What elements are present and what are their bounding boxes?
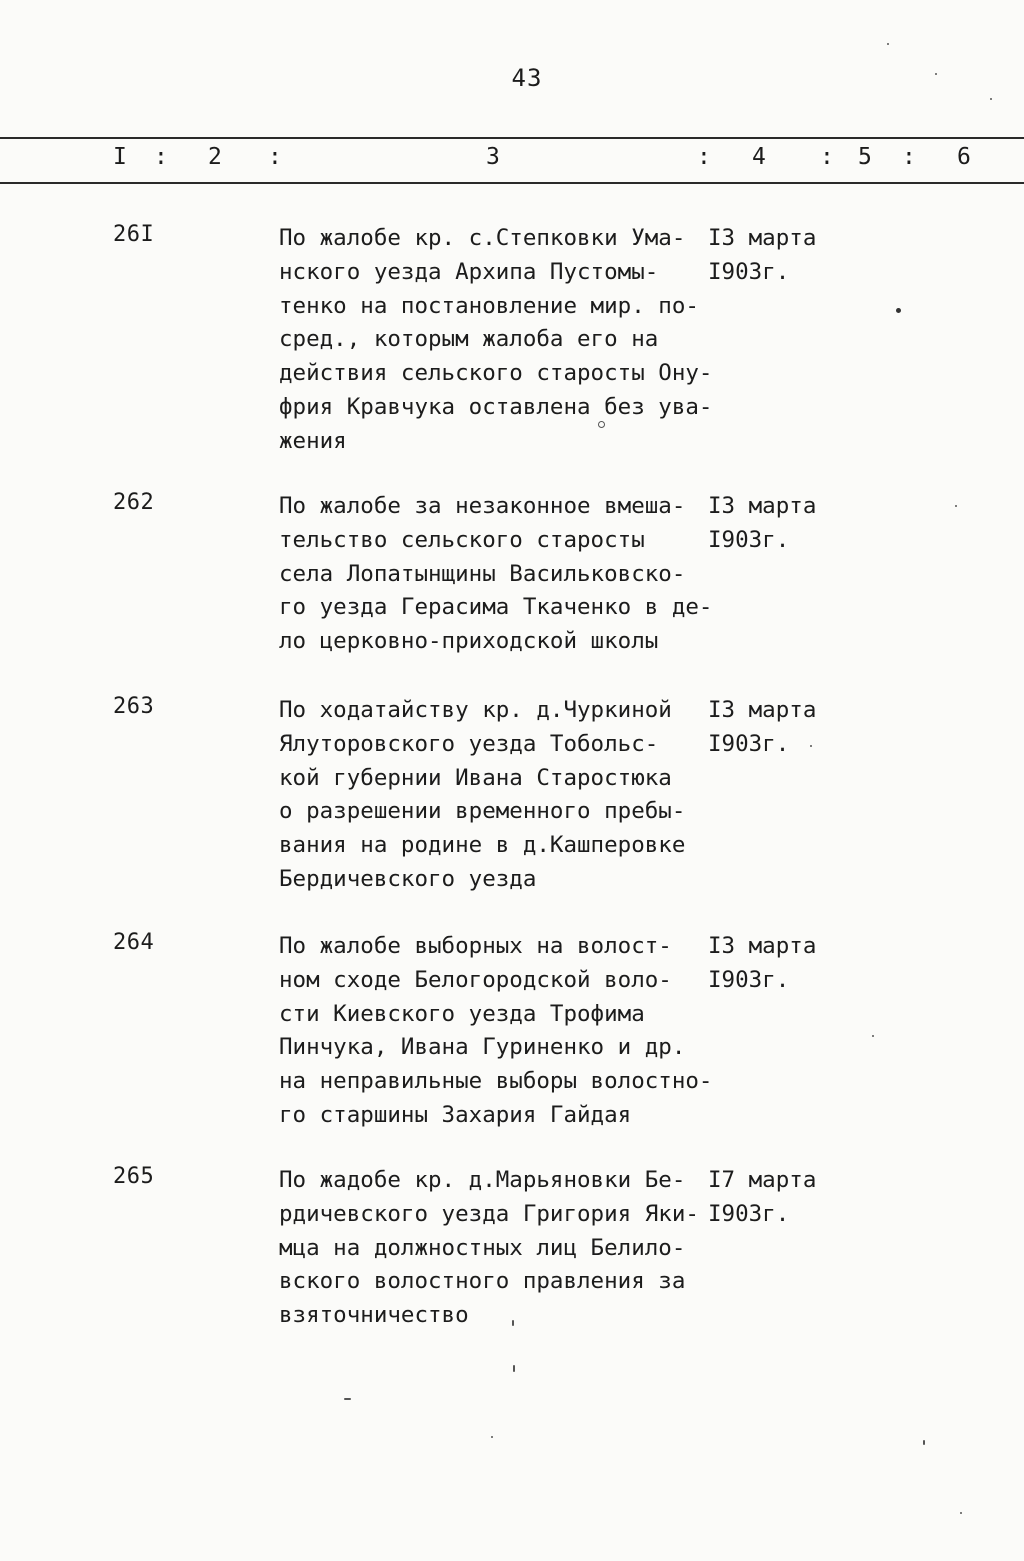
column-header-row: [0, 144, 1024, 174]
paper-speck: [491, 1436, 493, 1438]
entry-date: I3 марта I903г.: [708, 225, 817, 285]
entry-number: 264: [113, 930, 155, 955]
column-separator: :: [902, 144, 916, 170]
header-rule-top: [0, 137, 1024, 139]
paper-speck: [935, 73, 937, 75]
entry-description: По ходатайству кр. д.Чуркиной Ялуторовского уезда Тобольс- кой губернии Ивана Старостюка о разрешении временного пребы- вания на родине в д.Кашперовке Бердичевского уезда: [279, 697, 686, 892]
paper-speck: [810, 745, 812, 747]
column-header-4: 4: [752, 144, 766, 170]
paper-speck: [960, 1512, 962, 1514]
entry-number: 263: [113, 694, 155, 719]
entry-number: 265: [113, 1164, 155, 1189]
column-header-6: 6: [957, 144, 971, 170]
column-separator: :: [268, 144, 282, 170]
header-rule-bottom: [0, 182, 1024, 184]
paper-speck: [923, 1440, 925, 1445]
paper-speck: [955, 505, 957, 507]
paper-speck: [344, 1398, 351, 1400]
entry-description: По жалобе кр. с.Степковки Ума- нского уезда Архипа Пустомы- тенко на постановление мир. по- сред., которым жалоба его на действия сельского старосты Ону- фрия Кравчука оставлена без ува- жения: [279, 225, 713, 454]
column-header-1: I: [113, 144, 127, 170]
entry-number: 26I: [113, 222, 155, 247]
paper-speck: [896, 308, 901, 313]
paper-speck: [512, 1320, 514, 1326]
entry-date: I3 марта I903г.: [708, 493, 817, 553]
paper-speck: [872, 1035, 874, 1037]
paper-speck: [598, 421, 605, 428]
entry-date: I3 марта I903г.: [708, 933, 817, 993]
entry-date: I3 марта I903г.: [708, 697, 817, 757]
column-separator: :: [697, 144, 711, 170]
entry-description: По жадобе кр. д.Марьяновки Бе- рдичевского уезда Григория Яки- мца на должностных лиц Белило- вского волостного правления за взяточничество: [279, 1167, 699, 1329]
column-header-2: 2: [208, 144, 222, 170]
paper-speck: [990, 98, 992, 100]
entry-description: По жалобе выборных на волост- ном сходе Белогородской воло- сти Киевского уезда Трофима Пинчука, Ивана Гуриненко и др. на неправильные выборы волостно- го старшины Захария Гайдая: [279, 933, 713, 1128]
entry-number: 262: [113, 490, 155, 515]
entry-date: I7 марта I903г.: [708, 1167, 817, 1227]
column-separator: :: [820, 144, 834, 170]
column-header-5: 5: [858, 144, 872, 170]
paper-speck: [513, 1365, 515, 1372]
page-number: 43: [511, 64, 543, 92]
entry-description: По жалобе за незаконное вмеша- тельство сельского старосты села Лопатынщины Васильковско- го уезда Герасима Ткаченко в де- ло церковно-приходской школы: [279, 493, 713, 655]
paper-speck: [887, 43, 889, 45]
column-header-3: 3: [486, 144, 500, 170]
column-separator: :: [154, 144, 168, 170]
